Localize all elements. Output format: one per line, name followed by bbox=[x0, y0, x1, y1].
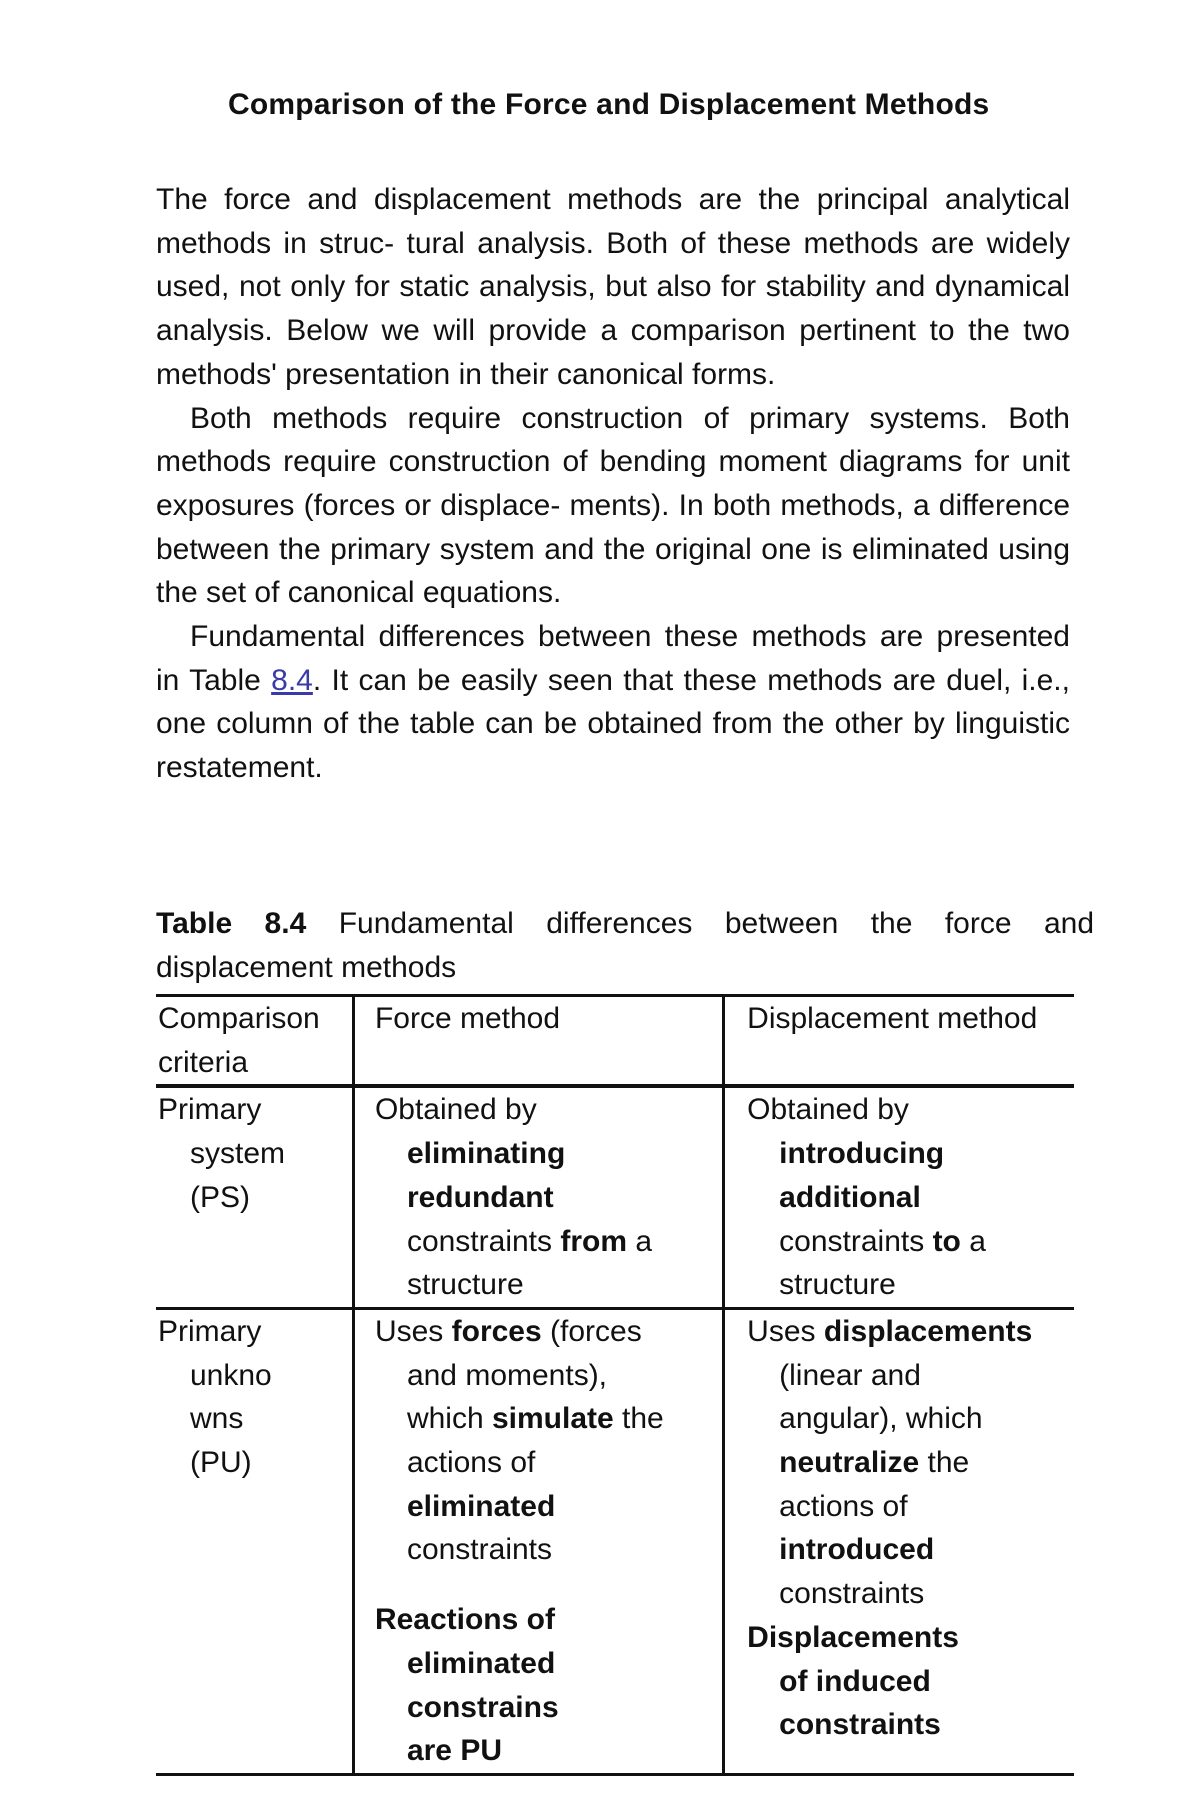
criteria-cell bbox=[156, 1086, 353, 1308]
cell-text-bold: to bbox=[932, 1224, 961, 1258]
body-text bbox=[156, 178, 1070, 790]
cell-line: additional bbox=[779, 1180, 921, 1214]
cell-line: angular), which bbox=[779, 1402, 983, 1436]
cell-line: structure bbox=[779, 1268, 896, 1302]
title-part-2: of the Force and Displacement Methods bbox=[405, 88, 990, 121]
cell-text: which bbox=[406, 1402, 492, 1436]
cell-text-bold: neutralize bbox=[779, 1446, 920, 1480]
header-displacement-method: Displacement method bbox=[747, 1002, 1038, 1035]
cell-text: Uses bbox=[747, 1314, 824, 1348]
cell-text: Uses bbox=[374, 1314, 452, 1348]
cell-text-bold: forces bbox=[451, 1314, 542, 1348]
cell-text-bold: simulate bbox=[491, 1402, 614, 1436]
paragraph-3-text-b: . It can be easily seen that these methods are duel, i.e., one column of the table can be obtained from the other by linguistic restatement. bbox=[156, 663, 1070, 785]
criteria-cell bbox=[156, 1308, 353, 1774]
cell-line: constraints bbox=[406, 1533, 553, 1567]
cell-line bbox=[747, 1220, 1072, 1264]
cell-text-bold: displacements bbox=[823, 1314, 1033, 1348]
cell-line bbox=[747, 1310, 1072, 1354]
cell-line: eliminated bbox=[406, 1646, 556, 1680]
paragraph-2: Both methods require construction of primary systems. Both methods require construction of bending moment diagrams for unit exposures (forces or displace- ments). In both methods, a difference between the primary system and the original one is eliminated using the set of canonical equations. bbox=[156, 401, 1070, 610]
cell-line: Displacements bbox=[747, 1620, 959, 1654]
table-row bbox=[156, 1308, 1074, 1774]
force-method-cell bbox=[353, 1086, 723, 1308]
cell-line: Obtained by bbox=[374, 1093, 537, 1127]
cell-line: and moments), bbox=[406, 1358, 608, 1392]
cell-line: constraints bbox=[779, 1708, 941, 1742]
paragraph-1: The force and displacement methods are the principal analytical methods in struc- tural analysis. Both of these methods are widely used, not only for static analysis, but also for stability and dynamical analysis. Below we will provide a comparison pertinent to the two methods' presentation in their canonical forms. bbox=[156, 183, 1070, 391]
cell-line bbox=[375, 1220, 720, 1264]
cell-text: constraints bbox=[406, 1224, 561, 1258]
criteria-line: unkno bbox=[190, 1358, 272, 1392]
cell-line bbox=[375, 1397, 720, 1441]
cell-line bbox=[375, 1310, 720, 1354]
cell-line: constraints bbox=[779, 1577, 925, 1611]
table-caption bbox=[156, 902, 1094, 990]
cell-line: Obtained by bbox=[747, 1093, 909, 1127]
table-header-row bbox=[156, 996, 1074, 1087]
title-part-1: Comparison bbox=[228, 88, 406, 121]
table-reference-link[interactable]: 8.4 bbox=[271, 663, 313, 697]
comparison-table bbox=[156, 994, 1074, 1776]
cell-line: redundant bbox=[406, 1180, 554, 1214]
table-caption-text: Fundamental differences between the force and displacement methods bbox=[156, 907, 1094, 984]
cell-line bbox=[747, 1441, 1072, 1485]
cell-line: actions of bbox=[406, 1446, 536, 1480]
cell-line: Reactions of bbox=[374, 1603, 555, 1637]
paragraph-3 bbox=[156, 615, 1070, 790]
criteria-line: wns bbox=[190, 1402, 244, 1436]
criteria-line: (PS) bbox=[190, 1180, 250, 1214]
cell-line: actions of bbox=[779, 1489, 908, 1523]
header-criteria-line-1: Comparison bbox=[158, 1002, 320, 1035]
header-criteria bbox=[156, 996, 353, 1087]
displacement-method-cell bbox=[724, 1308, 1074, 1774]
cell-line: eliminated bbox=[406, 1489, 556, 1523]
cell-line: structure bbox=[406, 1268, 524, 1302]
force-method-cell bbox=[353, 1308, 723, 1774]
criteria-line: (PU) bbox=[190, 1446, 252, 1480]
cell-text: the bbox=[919, 1446, 970, 1480]
criteria-line: system bbox=[190, 1137, 286, 1171]
cell-text-bold: from bbox=[560, 1224, 628, 1258]
cell-line: introduced bbox=[779, 1533, 935, 1567]
cell-line: constrains bbox=[406, 1690, 559, 1724]
criteria-line: Primary bbox=[158, 1314, 262, 1348]
cell-line: of induced bbox=[779, 1664, 931, 1698]
paragraph-3-text-a: Fundamental differences between these methods are presented in Table bbox=[156, 620, 1070, 697]
cell-text: a bbox=[627, 1224, 653, 1258]
table-caption-label: Table 8.4 bbox=[156, 907, 307, 940]
table-row bbox=[156, 1086, 1074, 1308]
cell-text: (forces bbox=[541, 1314, 642, 1348]
cell-text: the bbox=[613, 1402, 664, 1436]
cell-line: eliminating bbox=[406, 1137, 566, 1171]
cell-line: are PU bbox=[406, 1734, 502, 1768]
header-force-method: Force method bbox=[353, 996, 723, 1087]
cell-line: (linear and bbox=[779, 1358, 921, 1392]
criteria-line: Primary bbox=[158, 1093, 262, 1127]
spacer bbox=[375, 1572, 720, 1598]
cell-text: a bbox=[960, 1224, 986, 1258]
cell-text: constraints bbox=[779, 1224, 933, 1258]
page-title bbox=[228, 88, 989, 122]
cell-line: introducing bbox=[779, 1137, 945, 1171]
header-criteria-line-2: criteria bbox=[158, 1045, 249, 1079]
displacement-method-cell bbox=[724, 1086, 1074, 1308]
